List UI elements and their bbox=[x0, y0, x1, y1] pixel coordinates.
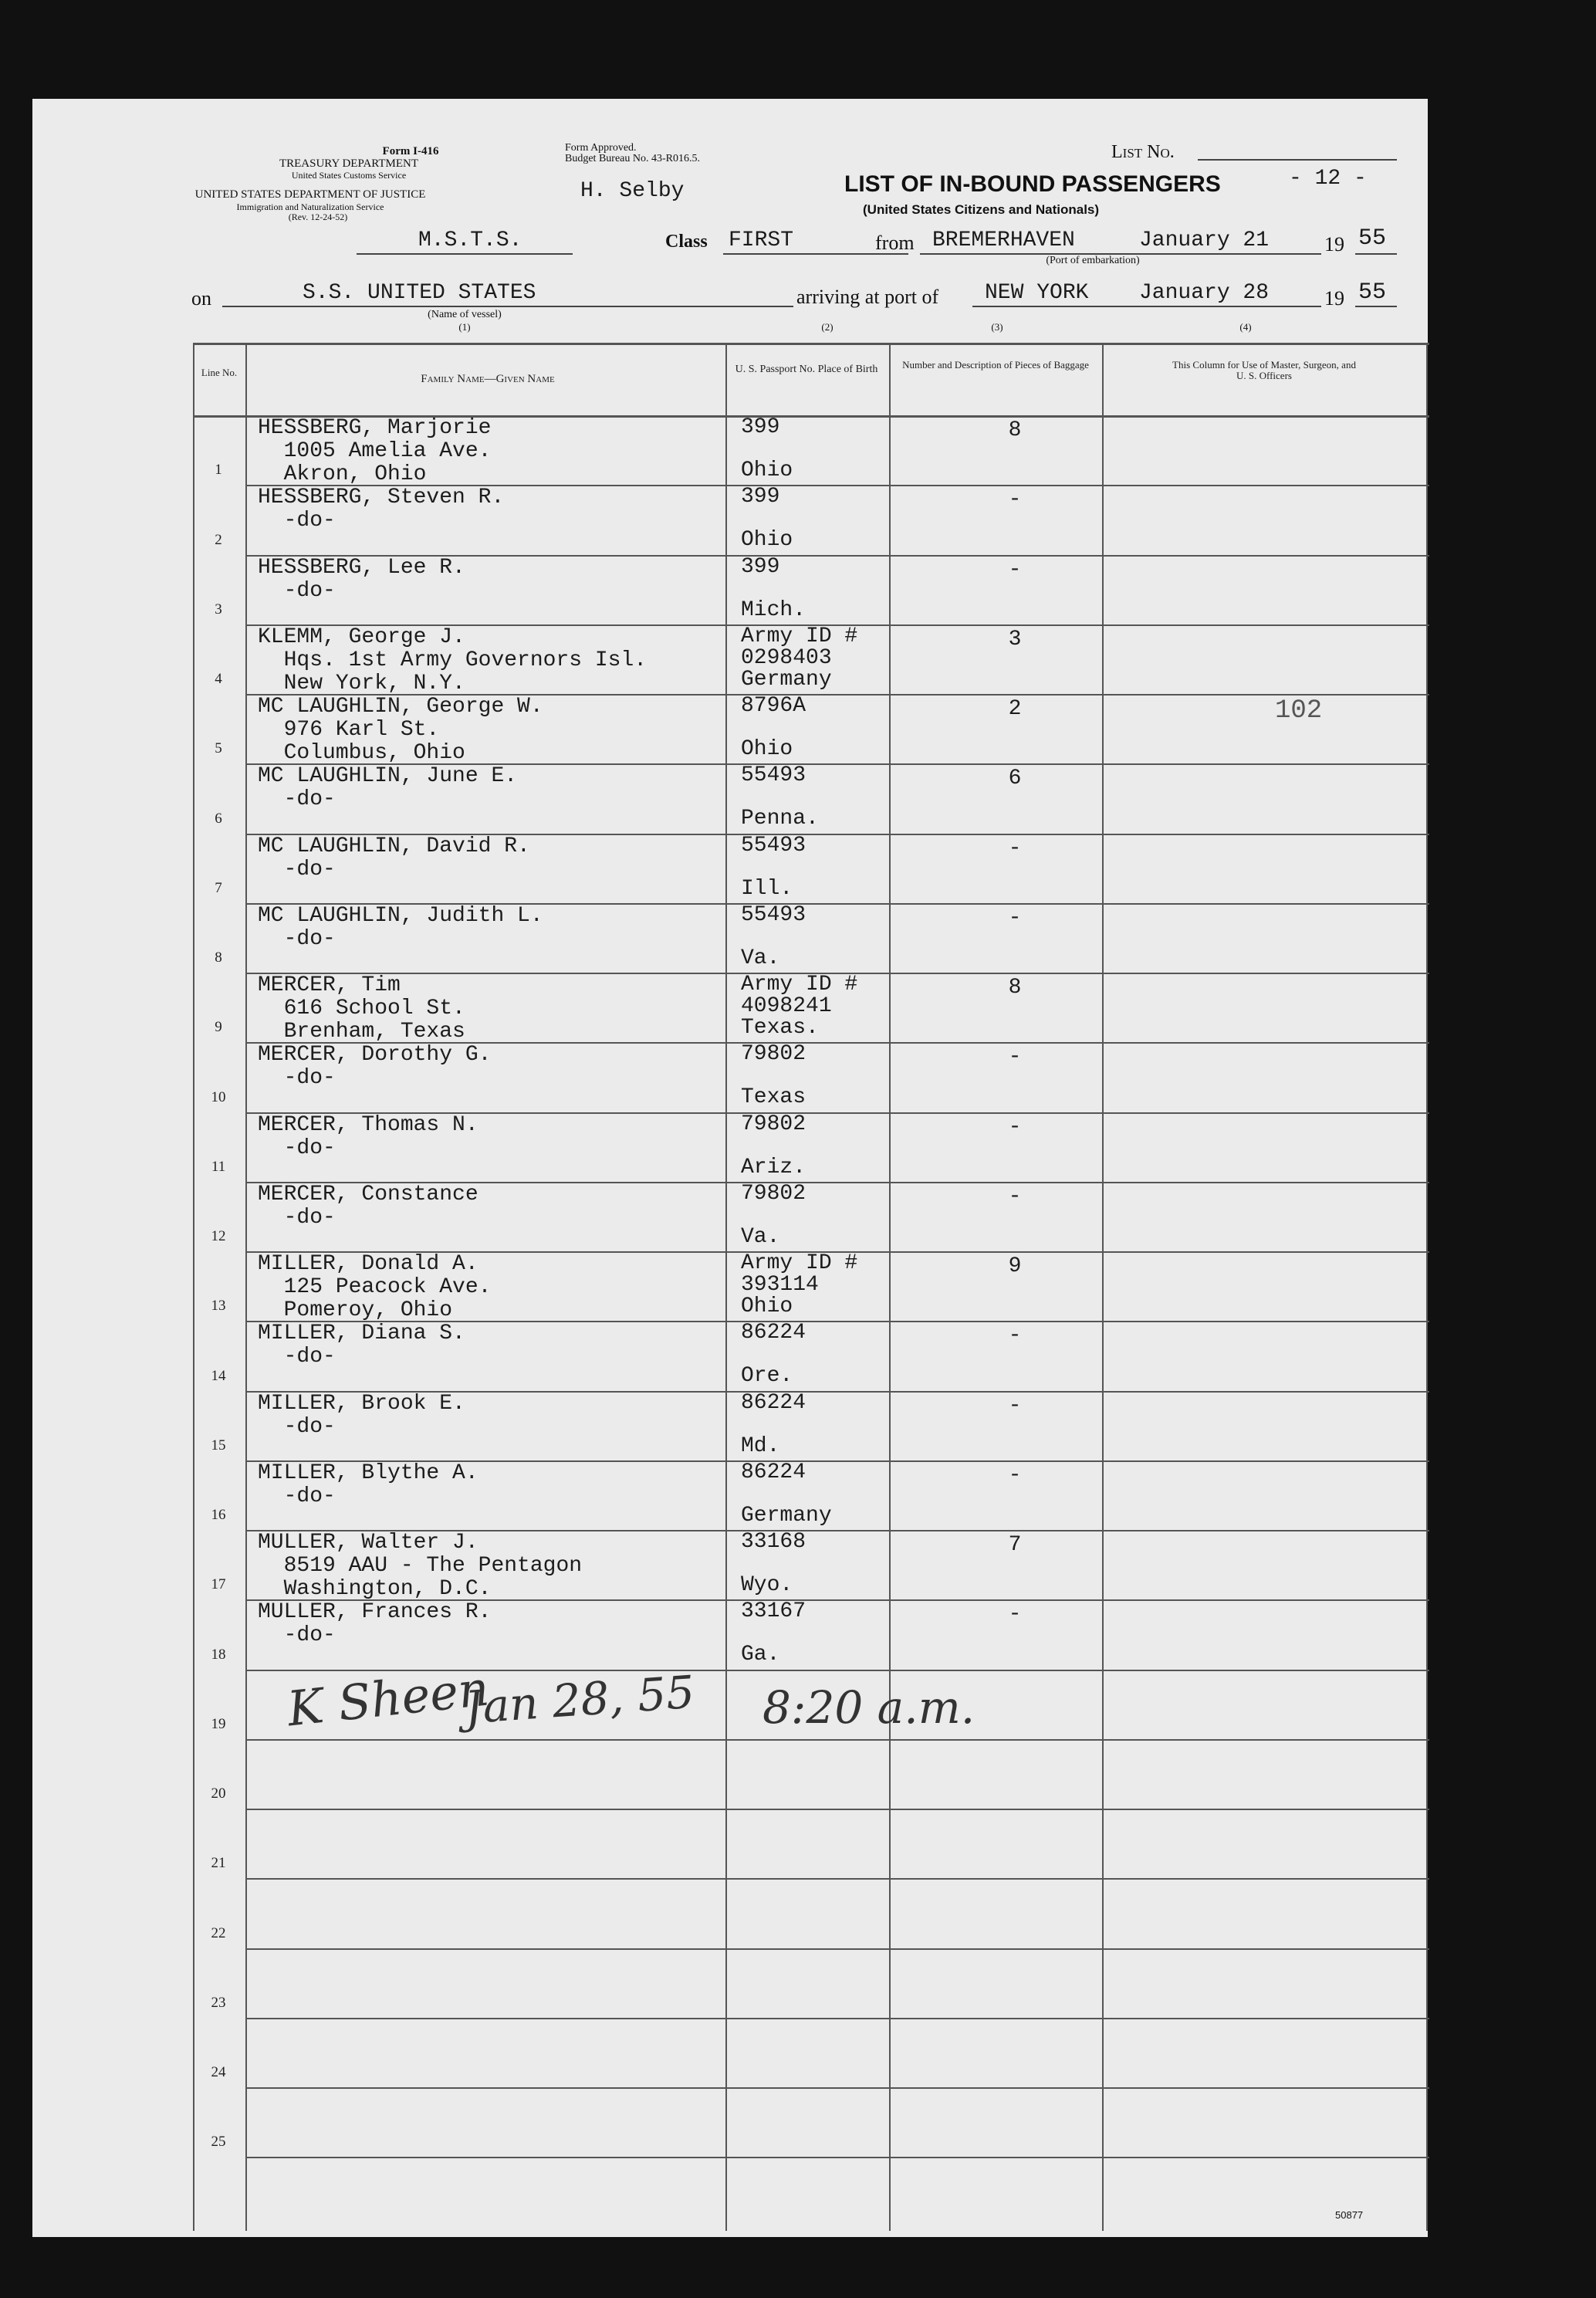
passenger-name: KLEMM, George J. Hqs. 1st Army Governors Isl. New York, N.Y. bbox=[258, 624, 648, 695]
form-title: LIST OF IN-BOUND PASSENGERS bbox=[844, 171, 1221, 197]
passport-birthplace: 55493 Va. bbox=[741, 902, 806, 970]
vessel-caption: (Name of vessel) bbox=[428, 309, 502, 320]
line-number: 19 bbox=[211, 1715, 226, 1732]
passport-birthplace: 399 Ohio bbox=[741, 485, 793, 553]
class-label: Class bbox=[665, 232, 708, 252]
form-subtitle: (United States Citizens and Nationals) bbox=[863, 202, 1100, 217]
treasury-department: TREASURY DEPARTMENT bbox=[279, 157, 419, 170]
arrival-year-prefix: 19 bbox=[1324, 287, 1344, 310]
line-number: 4 bbox=[215, 671, 222, 687]
passenger-name: MILLER, Brook E. -do- bbox=[258, 1391, 465, 1439]
passenger-list-form bbox=[32, 99, 1428, 2237]
line-number: 13 bbox=[211, 1298, 226, 1315]
baggage-count: - bbox=[1008, 1115, 1022, 1139]
inspector-signature: K Sheen bbox=[284, 1660, 492, 1738]
passport-birthplace: Army ID # 0298403 Germany bbox=[741, 624, 858, 692]
line-number: 1 bbox=[215, 462, 222, 479]
line-number: 18 bbox=[211, 1646, 226, 1663]
vessel-name: S.S. UNITED STATES bbox=[303, 281, 536, 305]
passport-birthplace: 55493 Ill. bbox=[741, 833, 806, 901]
passport-birthplace: 79802 Ariz. bbox=[741, 1112, 806, 1179]
baggage-count: 9 bbox=[1008, 1254, 1022, 1278]
line-number: 11 bbox=[211, 1158, 226, 1175]
arrival-port: NEW YORK bbox=[985, 281, 1089, 305]
from-label: from bbox=[875, 232, 915, 254]
form-code: 50877 bbox=[1335, 2209, 1364, 2221]
column-header-baggage: Number and Description of Pieces of Baggage bbox=[902, 359, 1089, 371]
port-embarkation-caption: (Port of embarkation) bbox=[1046, 255, 1140, 266]
line-number: 23 bbox=[211, 1994, 226, 2011]
line-number: 22 bbox=[211, 1924, 226, 1941]
revision-date: (Rev. 12-24-52) bbox=[288, 212, 348, 222]
line-number: 10 bbox=[211, 1088, 226, 1105]
baggage-count: 3 bbox=[1008, 627, 1022, 651]
on-label: on bbox=[191, 287, 211, 310]
baggage-count: 2 bbox=[1008, 697, 1022, 721]
passenger-name: MERCER, Dorothy G. -do- bbox=[258, 1043, 492, 1091]
passport-birthplace: 86224 Ore. bbox=[741, 1321, 806, 1389]
passport-birthplace: 399 Ohio bbox=[741, 415, 793, 482]
passport-birthplace: Army ID # 4098241 Texas. bbox=[741, 973, 858, 1040]
line-number: 8 bbox=[215, 949, 222, 966]
arrival-year: 55 bbox=[1358, 279, 1387, 306]
line-number: 12 bbox=[211, 1228, 226, 1244]
passenger-name: HESSBERG, Lee R. -do- bbox=[258, 555, 465, 603]
line-number: 16 bbox=[211, 1507, 226, 1523]
line-number: 25 bbox=[211, 2134, 226, 2151]
line-number: 9 bbox=[215, 1019, 222, 1036]
baggage-count: - bbox=[1008, 488, 1022, 513]
line-number: 6 bbox=[215, 810, 222, 827]
passenger-name: MILLER, Blythe A. -do- bbox=[258, 1460, 478, 1508]
row-divider bbox=[245, 2157, 1429, 2158]
passport-birthplace: 8796A Ohio bbox=[741, 694, 806, 761]
passenger-name: HESSBERG, Marjorie 1005 Amelia Ave. Akron, Ohio bbox=[258, 416, 492, 486]
baggage-count: - bbox=[1008, 1603, 1022, 1627]
passenger-name: HESSBERG, Steven R. -do- bbox=[258, 486, 505, 533]
departure-year-prefix: 19 bbox=[1324, 233, 1344, 256]
row-divider bbox=[245, 1809, 1429, 1810]
row-divider bbox=[245, 1878, 1429, 1880]
passport-birthplace: 86224 Germany bbox=[741, 1460, 832, 1528]
passenger-name: MILLER, Diana S. -do- bbox=[258, 1322, 465, 1369]
baggage-count: 8 bbox=[1008, 976, 1022, 1000]
line-number: 5 bbox=[215, 740, 222, 757]
passport-birthplace: 33167 Ga. bbox=[741, 1599, 806, 1667]
column-header-passport: U. S. Passport No. Place of Birth bbox=[735, 364, 878, 375]
officer-note: 102 bbox=[1275, 696, 1323, 726]
line-number: 17 bbox=[211, 1576, 226, 1593]
line-number: 14 bbox=[211, 1367, 226, 1384]
passport-birthplace: 33168 Wyo. bbox=[741, 1530, 806, 1597]
column-header-line-no: Line No. bbox=[201, 367, 238, 378]
form-approved: Form Approved. bbox=[565, 142, 637, 154]
row-divider bbox=[245, 1739, 1429, 1741]
row-divider bbox=[245, 1948, 1429, 1950]
list-number: - 12 - bbox=[1289, 167, 1367, 191]
justice-department: UNITED STATES DEPARTMENT OF JUSTICE bbox=[194, 188, 426, 201]
baggage-count: - bbox=[1008, 1184, 1022, 1209]
passenger-name: MERCER, Thomas N. -do- bbox=[258, 1112, 478, 1160]
passenger-name: MULLER, Walter J. 8519 AAU - The Pentagon Washington, D.C. bbox=[258, 1531, 583, 1601]
passenger-name: MC LAUGHLIN, June E. -do- bbox=[258, 764, 518, 812]
line-number: 24 bbox=[211, 2064, 226, 2080]
baggage-count: - bbox=[1008, 836, 1022, 861]
baggage-count: - bbox=[1008, 1463, 1022, 1487]
class-value: FIRST bbox=[729, 228, 794, 252]
row-divider bbox=[245, 2018, 1429, 2019]
line-number: 15 bbox=[211, 1437, 226, 1454]
passport-birthplace: 399 Mich. bbox=[741, 554, 806, 622]
passenger-name: MILLER, Donald A. 125 Peacock Ave. Pomeroy, Ohio bbox=[258, 1252, 492, 1322]
passport-birthplace: 79802 Va. bbox=[741, 1181, 806, 1249]
line-number: 2 bbox=[215, 531, 222, 548]
column-1-number: (1) bbox=[458, 321, 471, 333]
passenger-name: MC LAUGHLIN, George W. 976 Karl St. Columbus, Ohio bbox=[258, 695, 543, 765]
row-divider bbox=[245, 2087, 1429, 2089]
signature-date: Jan 28, 55 bbox=[462, 1665, 697, 1734]
baggage-count: - bbox=[1008, 1045, 1022, 1070]
budget-bureau-no: Budget Bureau No. 43-R016.5. bbox=[565, 153, 700, 164]
passenger-name: MERCER, Tim 616 School St. Brenham, Texas bbox=[258, 973, 465, 1044]
column-header-officers: This Column for Use of Master, Surgeon, and U. S. Officers bbox=[1172, 359, 1356, 381]
passport-birthplace: Army ID # 393114 Ohio bbox=[741, 1251, 858, 1318]
column-header-name: Family Name—Given Name bbox=[421, 373, 555, 385]
customs-service: United States Customs Service bbox=[291, 170, 407, 181]
passenger-name: MC LAUGHLIN, Judith L. -do- bbox=[258, 903, 543, 951]
form-number: Form I-416 bbox=[382, 145, 439, 157]
signature-time: 8:20 a.m. bbox=[762, 1681, 976, 1734]
passport-birthplace: 55493 Penna. bbox=[741, 763, 819, 831]
baggage-count: - bbox=[1008, 905, 1022, 930]
departure-year: 55 bbox=[1358, 225, 1387, 252]
passenger-name: MC LAUGHLIN, David R. -do- bbox=[258, 834, 530, 882]
passenger-name: MERCER, Constance -do- bbox=[258, 1182, 478, 1230]
baggage-count: 6 bbox=[1008, 767, 1022, 791]
column-3-number: (3) bbox=[991, 321, 1003, 333]
departure-date: January 21 bbox=[1139, 228, 1270, 252]
column-2-number: (2) bbox=[821, 321, 834, 333]
passport-birthplace: 79802 Texas bbox=[741, 1042, 806, 1110]
arrival-date: January 28 bbox=[1139, 281, 1270, 305]
immigration-service: Immigration and Naturalization Service bbox=[236, 201, 384, 212]
passport-birthplace: 86224 Md. bbox=[741, 1390, 806, 1458]
baggage-count: 7 bbox=[1008, 1533, 1022, 1557]
line-number: 21 bbox=[211, 1855, 226, 1872]
baggage-count: - bbox=[1008, 557, 1022, 582]
column-4-number: (4) bbox=[1239, 321, 1252, 333]
baggage-count: 8 bbox=[1008, 418, 1022, 442]
typed-name: H. Selby bbox=[580, 179, 685, 203]
baggage-count: - bbox=[1008, 1324, 1022, 1349]
line-number: 7 bbox=[215, 879, 222, 896]
arriving-label: arriving at port of bbox=[796, 286, 939, 308]
passenger-name: MULLER, Frances R. -do- bbox=[258, 1600, 492, 1648]
baggage-count: - bbox=[1008, 1393, 1022, 1418]
line-number: 3 bbox=[215, 601, 222, 618]
list-number-label: List No. bbox=[1111, 142, 1175, 162]
embarkation-port: BREMERHAVEN bbox=[932, 228, 1075, 252]
msts-label: M.S.T.S. bbox=[418, 228, 522, 252]
line-number: 20 bbox=[211, 1785, 226, 1802]
